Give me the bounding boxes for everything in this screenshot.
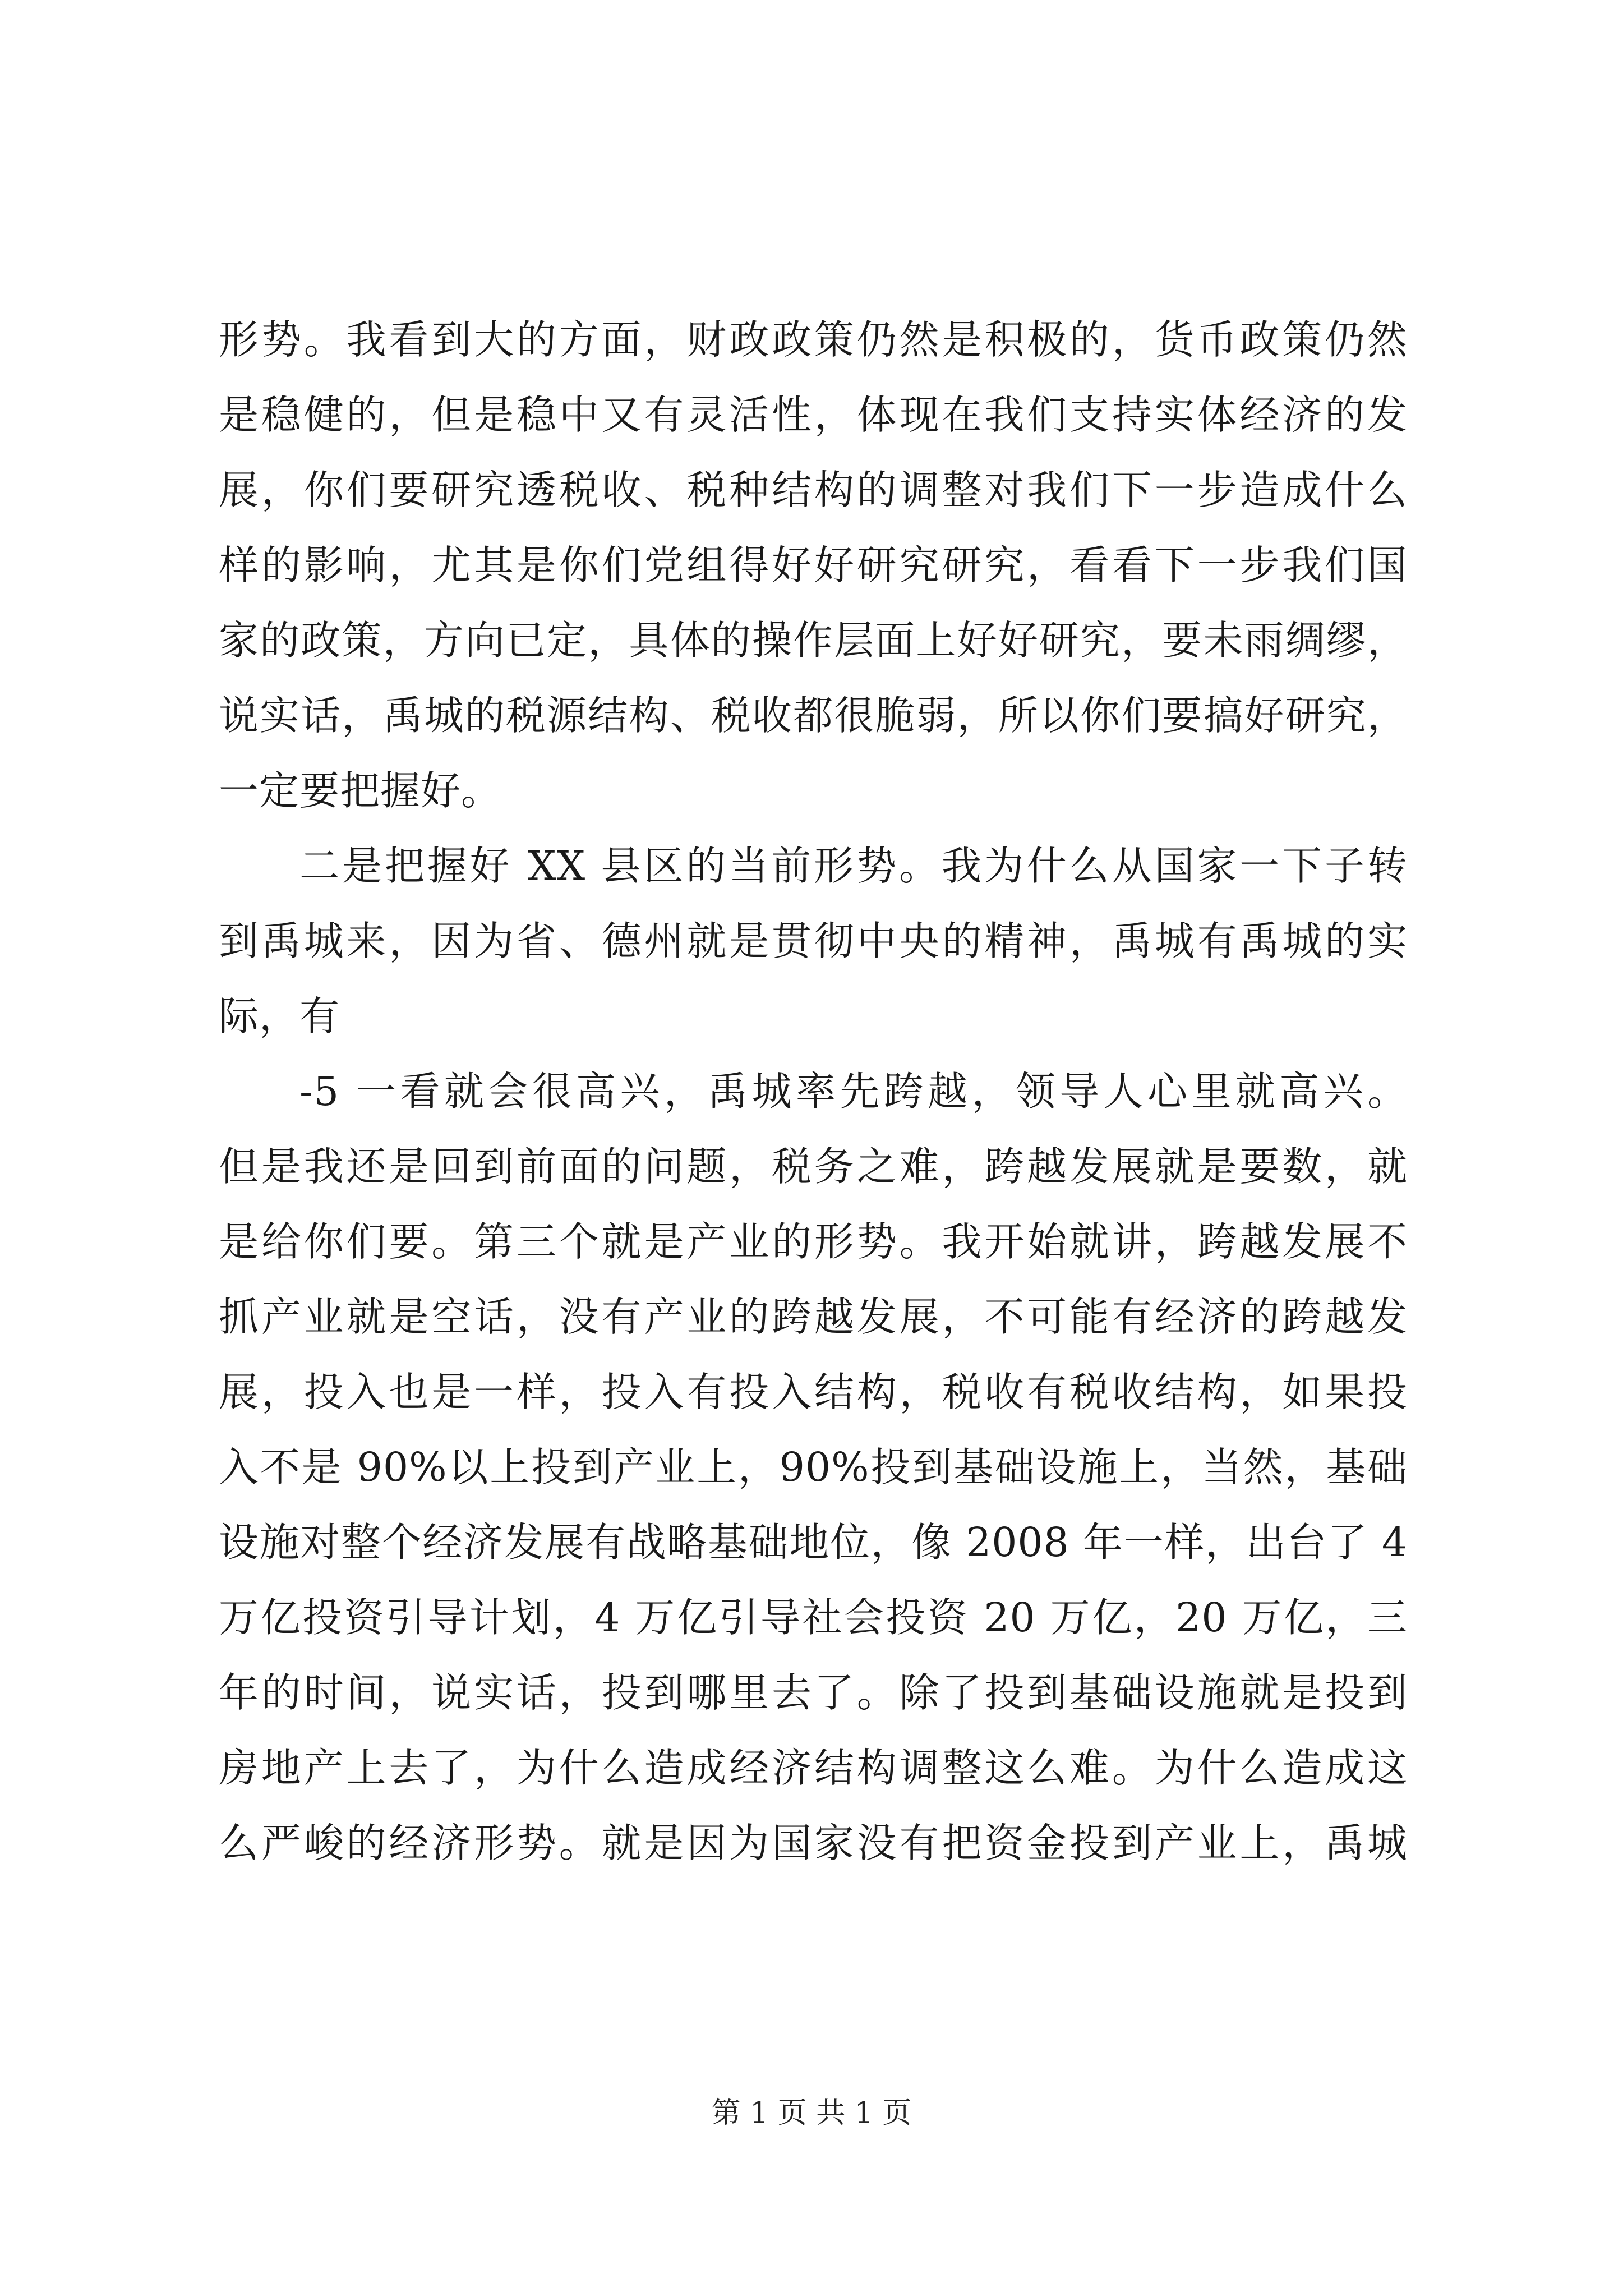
text-line: 万亿投资引导计划，4 万亿引导社会投资 20 万亿，20 万亿，三 — [219, 1594, 1408, 1641]
text-line: 到禹城来，因为省、德州就是贯彻中央的精神，禹城有禹城的实 — [219, 918, 1408, 964]
text-line: 一定要把握好。 — [219, 767, 502, 814]
text-line: 展，投入也是一样，投入有投入结构，税收有税收结构，如果投 — [219, 1369, 1408, 1415]
text-line: 年的时间，说实话，投到哪里去了。除了投到基础设施就是投到 — [219, 1669, 1408, 1716]
paragraph-first-line: -5 一看就会很高兴，禹城率先跨越，领导人心里就高兴。 — [299, 1068, 1408, 1115]
text-line: 设施对整个经济发展有战略基础地位，像 2008 年一样，出台了 4 — [219, 1519, 1408, 1566]
text-line: 是稳健的，但是稳中又有灵活性，体现在我们支持实体经济的发 — [219, 392, 1408, 438]
text-line: 家的政策，方向已定，具体的操作层面上好好研究，要未雨绸缪， — [219, 617, 1408, 664]
text-line: 展，你们要研究透税收、税种结构的调整对我们下一步造成什么 — [219, 467, 1408, 513]
page-footer: 第 1 页 共 1 页 — [711, 2096, 912, 2130]
text-line: 说实话，禹城的税源结构、税收都很脆弱，所以你们要搞好研究， — [219, 692, 1408, 739]
text-line: 抓产业就是空话，没有产业的跨越发展，不可能有经济的跨越发 — [219, 1294, 1408, 1340]
text-line: 样的影响，尤其是你们党组得好好研究研究，看看下一步我们国 — [219, 542, 1408, 588]
text-line: 么严峻的经济形势。就是因为国家没有把资金投到产业上，禹城 — [219, 1820, 1408, 1866]
text-line: 形势。我看到大的方面，财政政策仍然是积极的，货币政策仍然 — [219, 316, 1408, 363]
text-line: 但是我还是回到前面的问题，税务之难，跨越发展就是要数，就 — [219, 1143, 1408, 1190]
text-line: 际，有 — [219, 993, 340, 1039]
paragraph-first-line: 二是把握好 XX 县区的当前形势。我为什么从国家一下子转 — [299, 843, 1408, 889]
text-line: 入不是 90%以上投到产业上，90%投到基础设施上，当然，基础 — [219, 1444, 1408, 1490]
text-line: 房地产上去了，为什么造成经济结构调整这么难。为什么造成这 — [219, 1745, 1408, 1791]
text-line: 是给你们要。第三个就是产业的形势。我开始就讲，跨越发展不 — [219, 1218, 1408, 1265]
